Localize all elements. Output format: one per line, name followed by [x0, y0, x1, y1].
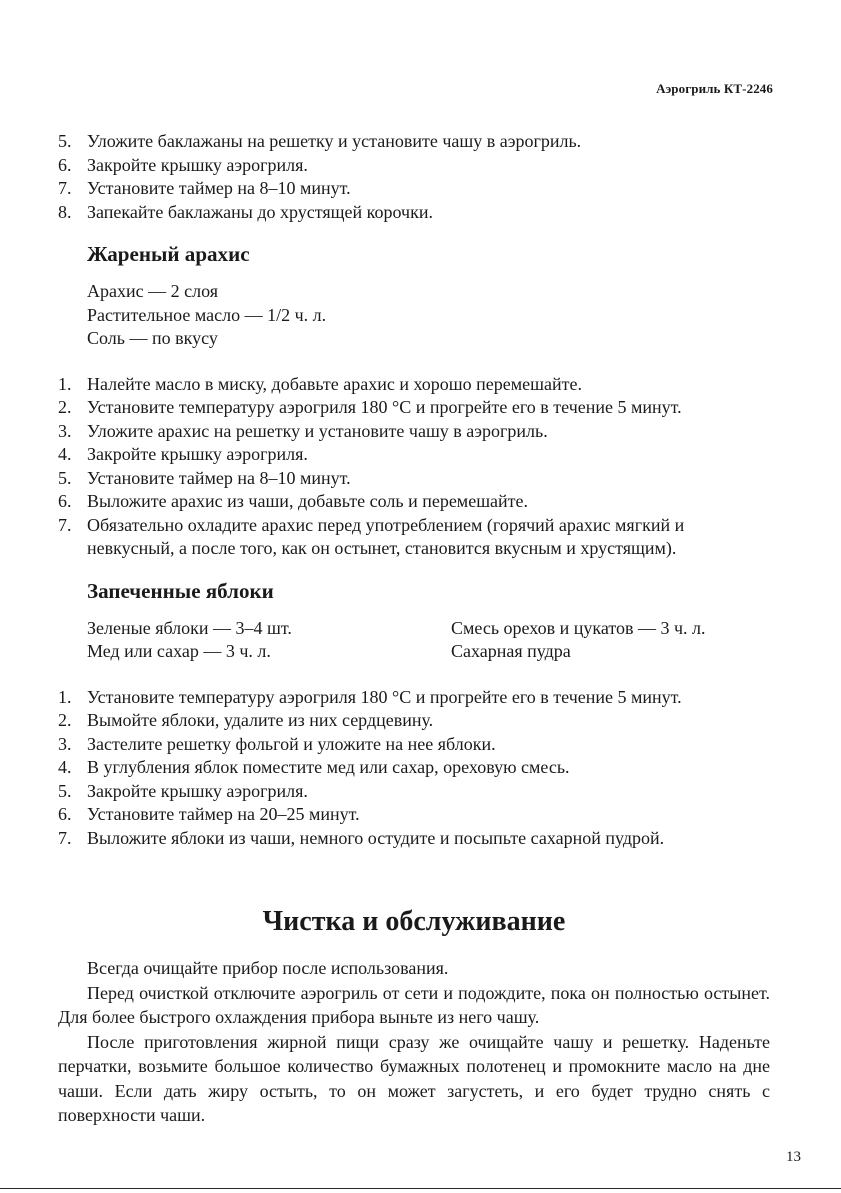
step-number: 7. [58, 178, 72, 198]
list-item [58, 373, 770, 397]
list-item [58, 827, 770, 851]
paragraph: Всегда очищайте прибор после использования. [87, 958, 449, 978]
list-item [58, 490, 770, 514]
ingredients-apples [58, 617, 770, 664]
step-number: 6. [58, 491, 72, 511]
step-number: 2. [58, 710, 72, 730]
list-item [58, 733, 770, 757]
cleaning-text [58, 956, 770, 1128]
list-item [58, 420, 770, 444]
step-text: Застелите решетку фольгой и уложите на нее яблоки. [87, 733, 496, 754]
list-item [58, 154, 770, 178]
step-text: Установите таймер на 8–10 минут. [87, 467, 351, 488]
step-text: Уложите баклажаны на решетку и установите чашу в аэрогриль. [87, 131, 582, 151]
step-text: Закройте крышку аэрогриля. [87, 780, 308, 801]
list-item [58, 780, 770, 804]
section-title-cleaning: Чистка и обслуживание [262, 906, 566, 937]
step-text: Установите температуру аэрогриля 180 °С и прогрейте его в течение 5 минут. [87, 397, 682, 417]
step-text: Установите температуру аэрогриля 180 °С и прогрейте его в течение 5 минут. [87, 686, 682, 707]
step-text: Закройте крышку аэрогриля. [87, 154, 308, 175]
step-number: 3. [58, 420, 72, 441]
ingredient-row [87, 617, 770, 641]
step-number: 1. [58, 686, 72, 707]
list-item [58, 201, 770, 225]
step-number: 5. [58, 467, 72, 488]
step-number: 3. [58, 733, 72, 754]
apples-steps-list [58, 686, 770, 851]
step-text: Обязательно охладите арахис перед употреблением (горячий арахис мягкий и невкусный, а после того, как он остынет, становится вкусным и хрустящим). [87, 514, 685, 558]
ingredient-item: Соль — по вкусу [87, 328, 218, 348]
ingredient-item: Мед или сахар — 3 ч. л. [87, 641, 271, 661]
peanuts-steps-list [58, 373, 770, 561]
list-item [58, 514, 770, 561]
list-item [58, 467, 770, 491]
step-text: Выложите яблоки из чаши, немного остудите и посыпьте сахарной пудрой. [87, 827, 665, 848]
continued-steps-list [58, 130, 770, 224]
page-number: 13 [786, 1149, 801, 1165]
ingredient-row [87, 640, 770, 664]
step-number: 7. [58, 514, 72, 535]
page-content [58, 128, 770, 1128]
step-text: Налейте масло в миску, добавьте арахис и хорошо перемешайте. [87, 373, 582, 394]
paragraph: После приготовления жирной пищи сразу же очищайте чашу и решетку. Наденьте перчатки, возьмите большое количество бумажных полотенец и промокните масло на дне чаши. Если дать жиру остыть, то он может загустеть, и его будет трудно снять с поверхности чаши. [58, 1031, 770, 1125]
step-number: 2. [58, 397, 72, 417]
step-number: 7. [58, 827, 72, 848]
step-text: Установите таймер на 20–25 минут. [87, 804, 360, 824]
ingredient-item: Зеленые яблоки — 3–4 шт. [87, 617, 292, 638]
step-text: Закройте крышку аэрогриля. [87, 444, 308, 464]
step-number: 6. [58, 154, 72, 175]
step-text: В углубления яблок поместите мед или сахар, ореховую смесь. [87, 757, 570, 777]
ingredients-peanuts [58, 280, 770, 351]
list-item [58, 756, 770, 780]
list-item [58, 130, 770, 154]
step-number: 5. [58, 780, 72, 801]
step-text: Установите таймер на 8–10 минут. [87, 178, 351, 198]
step-number: 4. [58, 757, 72, 777]
running-header: Аэрогриль КТ-2246 [656, 81, 773, 96]
ingredient-item: Растительное масло — 1/2 ч. л. [87, 304, 327, 325]
step-text: Выложите арахис из чаши, добавьте соль и перемешайте. [87, 491, 529, 511]
list-item [58, 443, 770, 467]
step-number: 6. [58, 804, 72, 824]
list-item [58, 709, 770, 733]
step-text: Запекайте баклажаны до хрустящей корочки. [87, 201, 433, 222]
list-item [58, 396, 770, 420]
step-text: Вымойте яблоки, удалите из них сердцевину. [87, 710, 434, 730]
ingredient-item: Арахис — 2 слоя [87, 281, 219, 301]
recipe-title-apples: Запеченные яблоки [87, 578, 274, 603]
list-item [58, 803, 770, 827]
list-item [58, 686, 770, 710]
step-number: 4. [58, 444, 72, 464]
ingredient-item: Смесь орехов и цукатов — 3 ч. л. [451, 617, 706, 638]
step-number: 8. [58, 201, 72, 222]
step-text: Уложите арахис на решетку и установите чашу в аэрогриль. [87, 420, 548, 441]
recipe-title-peanuts: Жареный арахис [87, 242, 250, 266]
paragraph: Перед очисткой отключите аэрогриль от сети и подождите, пока он полностью остынет. Для более быстрого охлаждения прибора выньте из него чашу. [58, 982, 770, 1027]
step-number: 5. [58, 131, 72, 151]
list-item [58, 177, 770, 201]
bottom-rule [0, 1188, 841, 1189]
step-number: 1. [58, 373, 72, 394]
ingredient-item: Сахарная пудра [451, 641, 571, 661]
